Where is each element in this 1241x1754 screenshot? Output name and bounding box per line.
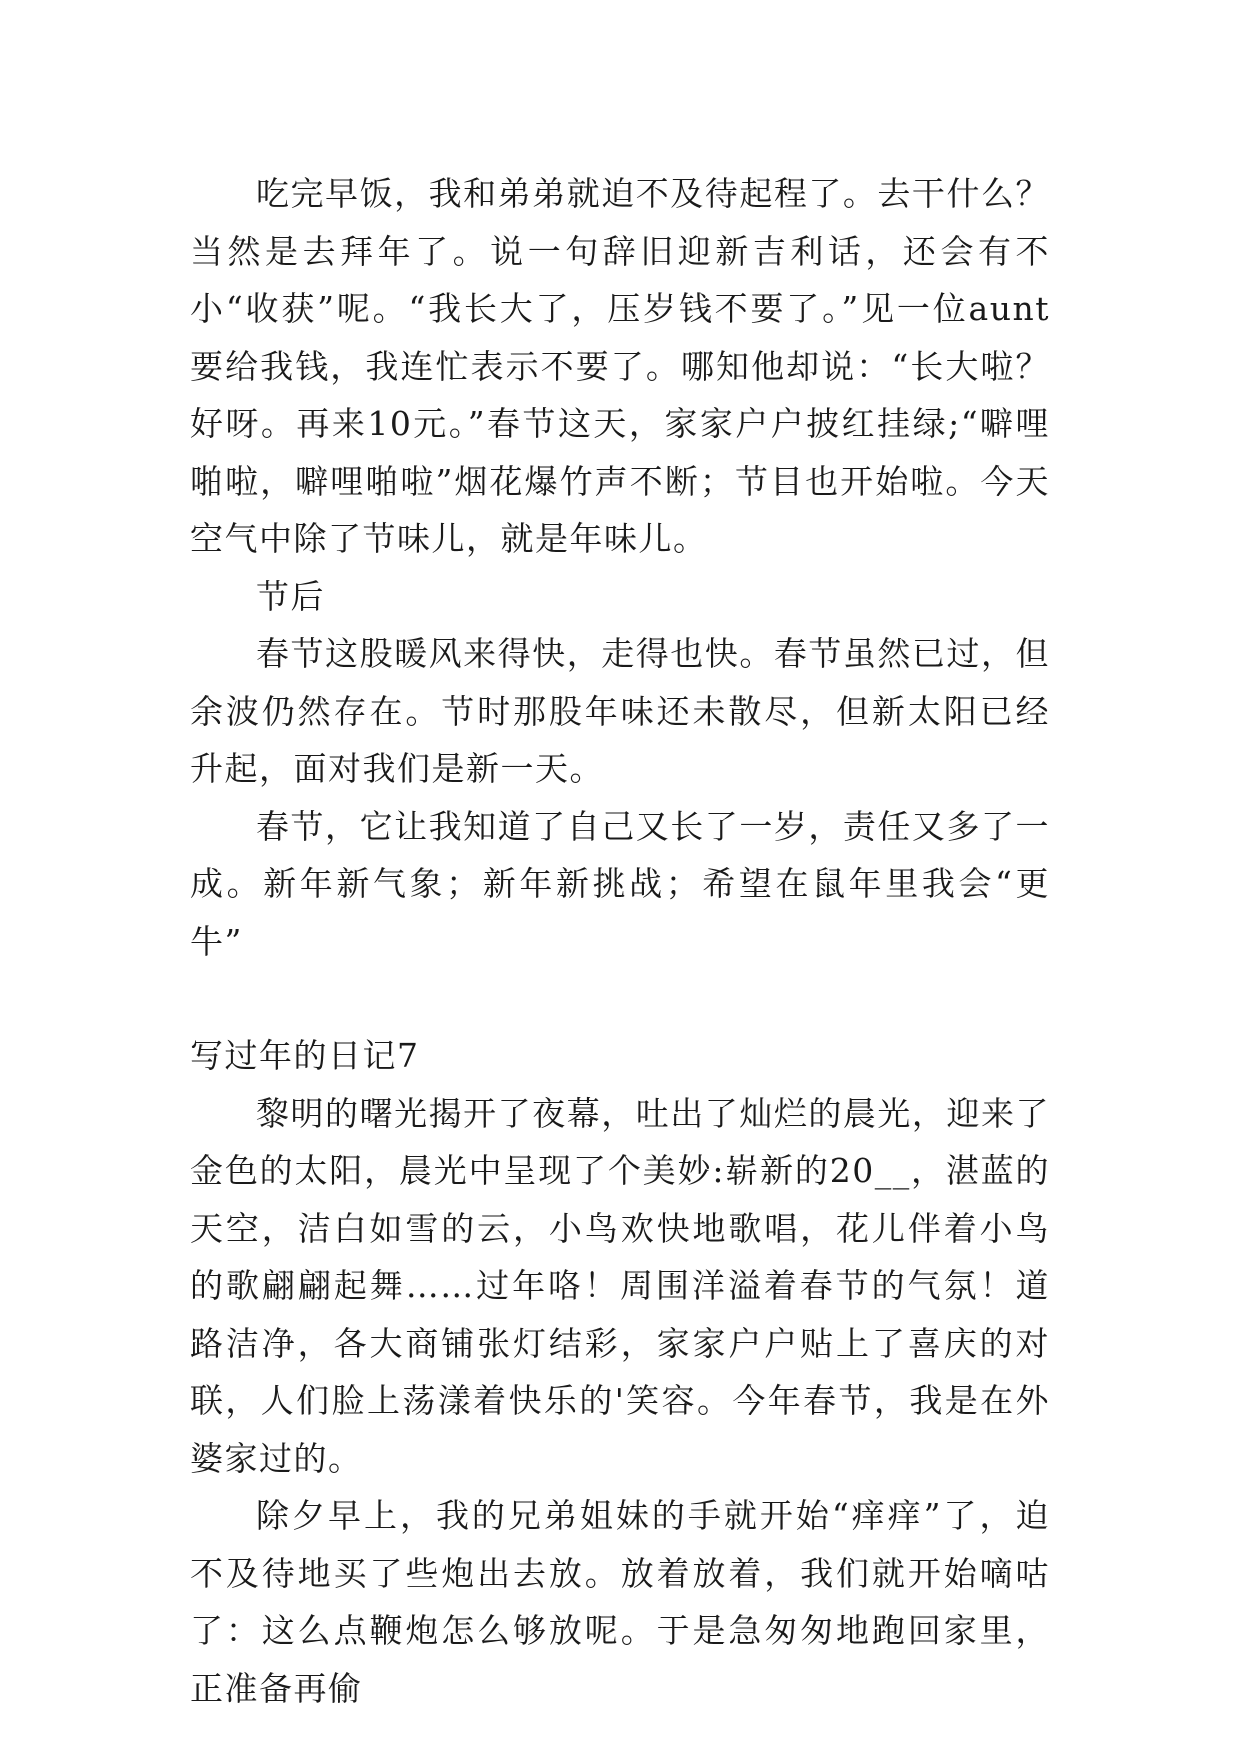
section-title: 写过年的日记7 xyxy=(190,1036,420,1075)
document-body xyxy=(190,165,1050,1717)
paragraph: 黎明的曙光揭开了夜幕，吐出了灿烂的晨光，迎来了金色的太阳，晨光中呈现了个美妙:崭新的20__，湛蓝的天空，洁白如雪的云，小鸟欢快地歌唱，花儿伴着小鸟的歌翩翩起舞……过年咯！周围洋溢着春节的气氛！道路洁净，各大商铺张灯结彩，家家户户贴上了喜庆的对联，人们脸上荡漾着快乐的'笑容。今年春节，我是在外婆家过的。 xyxy=(190,1093,1050,1478)
paragraph: 除夕早上，我的兄弟姐妹的手就开始“痒痒”了，迫不及待地买了些炮出去放。放着放着，我们就开始嘀咕了：这么点鞭炮怎么够放呢。于是急匆匆地跑回家里，正准备再偷 xyxy=(190,1496,1050,1708)
paragraph: 吃完早饭，我和弟弟就迫不及待起程了。去干什么？当然是去拜年了。说一句辞旧迎新吉利话，还会有不小“收获”呢。“我长大了，压岁钱不要了。”见一位aunt要给我钱，我连忙表示不要了。哪知他却说：“长大啦？好呀。再来10元。”春节这天，家家户户披红挂绿;“噼哩啪啦，噼哩啪啦”烟花爆竹声不断；节目也开始啦。今天空气中除了节味儿，就是年味儿。 xyxy=(190,174,1050,558)
paragraph: 春节这股暖风来得快，走得也快。春节虽然已过，但余波仍然存在。节时那股年味还未散尽，但新太阳已经升起，面对我们是新一天。 xyxy=(190,634,1050,788)
paragraph: 春节，它让我知道了自己又长了一岁，责任又多了一成。新年新气象；新年新挑战；希望在鼠年里我会“更牛” xyxy=(190,806,1050,961)
paragraph-subheading: 节后 xyxy=(256,576,325,616)
section-spacer xyxy=(190,970,1050,1027)
